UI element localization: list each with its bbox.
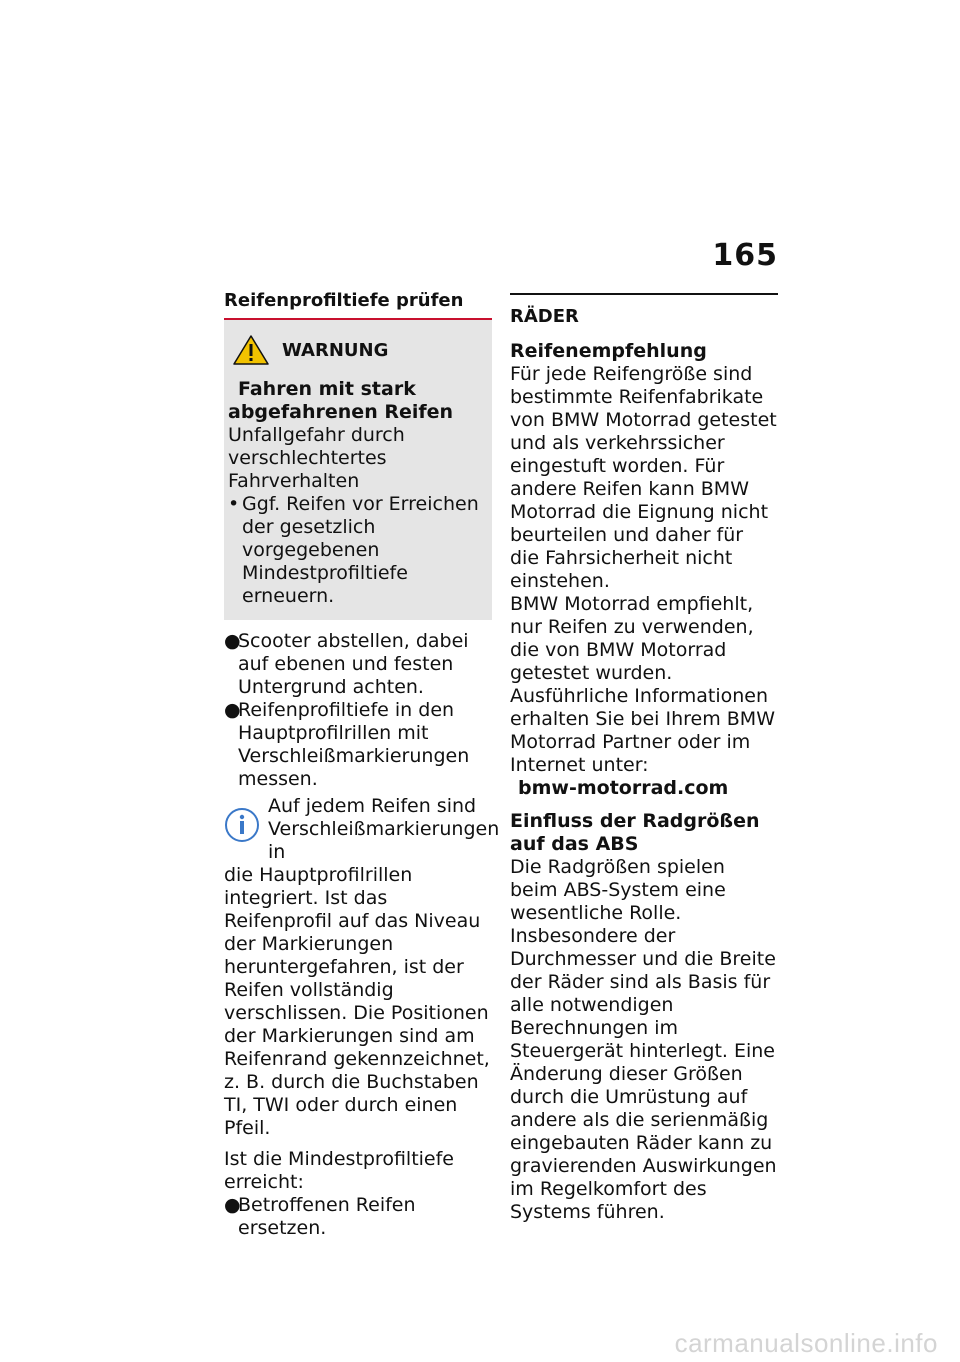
info-note-intro: Auf jedem Reifen sind Verschleißmarkierungen in (268, 795, 500, 863)
step-1: ● Scooter abstellen, dabei auf ebenen und festen Untergrund achten. (224, 630, 492, 699)
warning-title: WARNUNG (282, 339, 389, 361)
final-step: ● Betroffenen Reifen ersetzen. (224, 1194, 492, 1240)
page-number: 165 (712, 238, 778, 273)
chapter-divider (510, 293, 778, 328)
paragraph-2: BMW Motorrad empfiehlt, nur Reifen zu verwenden, die von BMW Motorrad getestet wurden. (510, 593, 754, 684)
warning-box (224, 320, 492, 620)
paragraph-1: Für jede Reifengröße sind bestimmte Reifenfabrikate von BMW Motorrad getestet und als verkehrssicher eingestuft worden. Für andere Reifen kann BMW Motorrad die Eignung nicht beurteilen und daher für die Fahrsicherheit nicht einstehen. (510, 363, 777, 592)
warning-triangle-icon (232, 334, 270, 366)
step-1-text: Scooter abstellen, dabei auf ebenen und festen Untergrund achten. (238, 630, 469, 698)
subheading-tire-recommendation: Reifenempfehlung (510, 340, 707, 362)
section-heading: Reifenprofiltiefe prüfen (224, 290, 464, 311)
info-icon (224, 807, 260, 843)
condition-text: Ist die Mindestprofiltiefe erreicht: (224, 1148, 454, 1193)
paragraph-3: Ausführliche Informationen erhalten Sie bei Ihrem BMW Motorrad Partner oder im Internet unter: (510, 685, 775, 776)
watermark: carmanualsonline.info (674, 1328, 938, 1358)
chapter-title: RÄDER (510, 306, 579, 327)
step-2-text: Reifenprofiltiefe in den Hauptprofilrillen mit Verschleißmarkierungen messen. (238, 699, 470, 790)
info-note (224, 795, 500, 1140)
warning-text: Unfallgefahr durch verschlechtertes Fahrverhalten (228, 424, 405, 492)
subheading-wheel-size-abs: Einfluss der Radgrößen auf das ABS (510, 810, 760, 855)
step-2: ● Reifenprofiltiefe in den Hauptprofilrillen mit Verschleißmarkierungen messen. (224, 699, 492, 791)
warning-bullet: • Ggf. Reifen vor Erreichen der gesetzlich vorgegebenen Mindestprofiltiefe erneuern. (228, 493, 486, 608)
website-link[interactable]: bmw-motorrad.com (518, 777, 729, 799)
warning-header (228, 334, 486, 366)
info-note-body: die Hauptprofilrillen integriert. Ist das Reifenprofil auf das Niveau der Markierungen heruntergefahren, ist der Reifen vollständig verschlissen. Die Positionen der Markierungen sind am Reifenrand gekennzeichnet, z. B. durch die Buchstaben TI, TWI oder durch einen Pfeil. (224, 864, 490, 1139)
warning-bullet-text: Ggf. Reifen vor Erreichen der gesetzlich vorgegebenen Mindestprofiltiefe erneuern. (242, 493, 479, 607)
left-column (224, 290, 500, 1240)
warning-headline: Fahren mit stark abgefahrenen Reifen (228, 378, 454, 423)
right-column (510, 293, 778, 1224)
final-step-text: Betroffenen Reifen ersetzen. (238, 1194, 416, 1239)
paragraph-4: Die Radgrößen spielen beim ABS-System eine wesentliche Rolle. Insbesondere der Durchmesser und die Breite der Räder sind als Basis für alle notwendigen Berechnungen im Steuergerät hinterlegt. Eine Änderung dieser Größen durch die Umrüstung auf andere als die serienmäßig eingebauten Räder kann zu gravierenden Auswirkungen im Regelkomfort des Systems führen. (510, 856, 777, 1223)
